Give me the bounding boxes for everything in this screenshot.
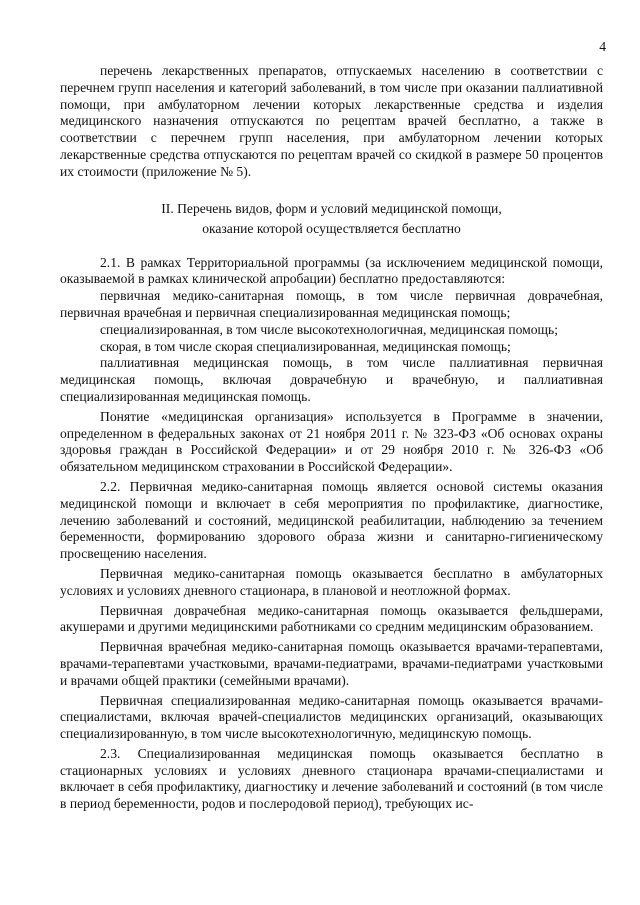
section-heading bbox=[60, 199, 603, 239]
paragraph-specialized: специализированная, в том числе высокотехнологичная, медицинская помощь; bbox=[100, 321, 558, 337]
paragraph-2-1: 2.1. В рамках Территориальной программы (за исключением медицинской помощи, оказываемой в рамках клинической апробации) бесплатно предоставляются: bbox=[60, 254, 603, 287]
paragraph-definition: Понятие «медицинская организация» используется в Программе в значении, определенном в федеральных законах от 21 ноября 2011 г. № 323-ФЗ «Об основах охраны здоровья граждан в Российской Федерации» и от 29 ноября 2010 г. № 326-ФЗ «Об обязательном медицинском страховании в Российской Федерации». bbox=[60, 408, 603, 475]
paragraph-pre-doctor: Первичная доврачебная медико-санитарная помощь оказывается фельдшерами, акушерами и другими медицинскими работниками со средним медицинским образованием. bbox=[60, 602, 603, 635]
paragraph-doctor: Первичная врачебная медико-санитарная помощь оказывается врачами-терапевтами, врачами-терапевтами участковыми, врачами-педиатрами, врачами-педиатрами участковыми и врачами общей практики (семейными врачами). bbox=[60, 639, 603, 688]
paragraph-2-2: 2.2. Первичная медико-санитарная помощь является основой системы оказания медицинской помощи и включает в себя мероприятия по профилактике, диагностике, лечению заболеваний и состояний, медицинской реабилитации, наблюдению за течением беременности, формированию здорового образа жизни и санитарно-гигиеническому просвещению населения. bbox=[60, 478, 603, 562]
paragraph-2-3: 2.3. Специализированная медицинская помощь оказывается бесплатно в стационарных условиях и условиях дневного стационара врачами-специалистами и включает в себя профилактику, диагностику и лечение заболеваний и состояний (в том числе в период беременности, родов и послеродовой период), требующих ис- bbox=[60, 745, 603, 812]
paragraph-primary-care: первичная медико-санитарная помощь, в том числе первичная доврачебная, первичная врачебная и первичная специализированная медицинская помощь; bbox=[60, 288, 603, 320]
page-number: 4 bbox=[599, 39, 606, 54]
paragraph-primary-free: Первичная медико-санитарная помощь оказывается бесплатно в амбулаторных условиях и условиях дневного стационара, в плановой и неотложной формах. bbox=[60, 565, 603, 598]
paragraph-emergency: скорая, в том числе скорая специализированная, медицинская помощь; bbox=[100, 338, 511, 354]
paragraph-palliative: паллиативная медицинская помощь, в том числе паллиативная первичная медицинская помощь, включая доврачебную и врачебную, и паллиативная специализированная медицинская помощь. bbox=[60, 355, 603, 404]
paragraph-drug-list: перечень лекарственных препаратов, отпускаемых населению в соответствии с перечнем групп населения и категорий заболеваний, в том числе при оказании паллиативной помощи, при амбулаторном лечении которых лекарственные средства и изделия медицинского назначения отпускаются по рецептам врачей бесплатно, а также в соответствии с перечнем групп населения, при амбулаторном лечении которых лекарственные средства отпускаются по рецептам врачей со скидкой в размере 50 процентов их стоимости (приложение № 5). bbox=[60, 63, 603, 179]
section-heading-line-2: оказание которой осуществляется бесплатно bbox=[202, 220, 461, 236]
paragraph-specialist: Первичная специализированная медико-санитарная помощь оказывается врачами-специалистами, включая врачей-специалистов медицинских организаций, оказывающих специализированную, в том числе высокотехнологичную, медицинскую помощь. bbox=[60, 692, 603, 742]
section-heading-line-1: II. Перечень видов, форм и условий медицинской помощи, bbox=[161, 200, 502, 216]
